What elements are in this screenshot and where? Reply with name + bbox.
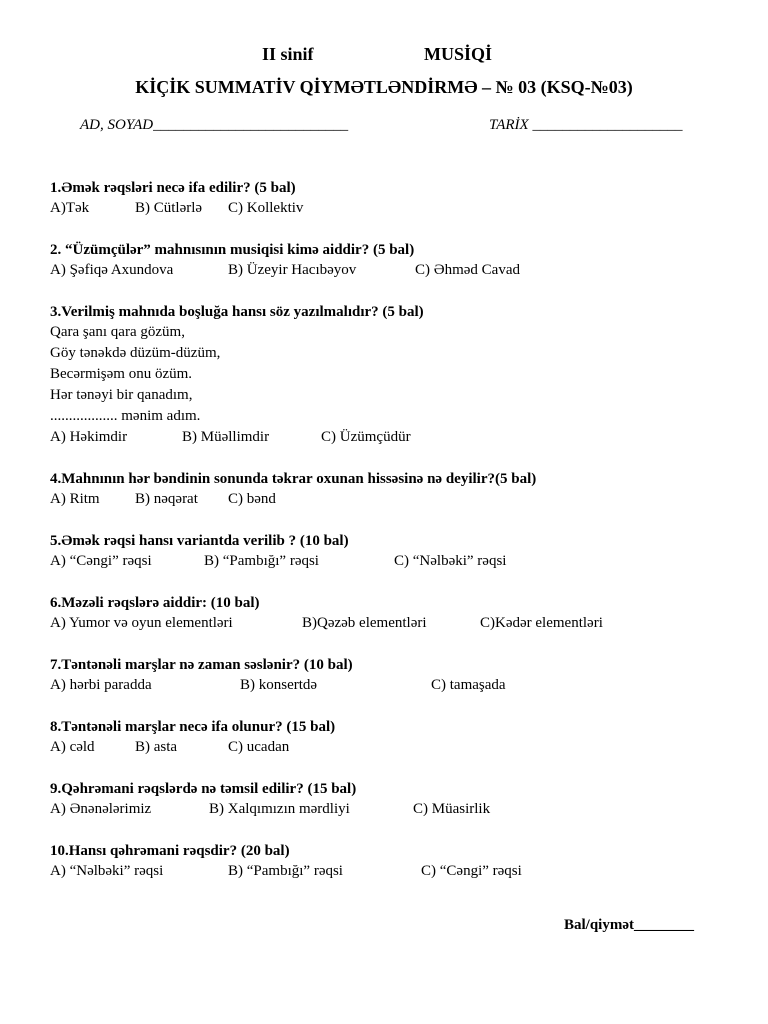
options-row xyxy=(50,799,740,820)
options-row xyxy=(50,737,740,758)
question-9 xyxy=(50,779,740,820)
option-a: A) Şəfiqə Axundova xyxy=(50,262,174,278)
grade-label: II sinif xyxy=(262,44,314,64)
question-10 xyxy=(50,841,740,882)
question-title: 2. “Üzümçülər” mahnısının musiqisi kimə aiddir? (5 bal) xyxy=(50,242,415,258)
lyric-line: Hər tənəyi bir qanadım, xyxy=(50,387,193,403)
options-row xyxy=(50,427,740,448)
options-row xyxy=(50,198,740,219)
option-b: B) Cütlərlə xyxy=(135,200,203,216)
option-b: B)Qəzəb elementləri xyxy=(302,615,427,631)
question-title: 7.Təntənəli marşlar nə zaman səslənir? (10 bal) xyxy=(50,657,353,673)
score-field-label: Bal/qiymət________ xyxy=(564,917,694,933)
option-b: B) nəqərat xyxy=(135,491,198,507)
option-c: C)Kədər elementləri xyxy=(480,615,603,631)
option-b: B) konsertdə xyxy=(240,677,318,693)
option-a: A) Həkimdir xyxy=(50,429,128,445)
lyric-line: Becərmişəm onu özüm. xyxy=(50,366,193,382)
question-7 xyxy=(50,655,740,696)
options-row xyxy=(50,551,740,572)
option-a: A) “Nəlbəki” rəqsi xyxy=(50,863,164,879)
lyric-line-blank: .................. mənim adım. xyxy=(50,408,201,424)
question-title: 5.Əmək rəqsi hansı variantda verilib ? (10 bal) xyxy=(50,533,349,549)
questions-list xyxy=(50,178,740,903)
question-title: 1.Əmək rəqsləri necə ifa edilir? (5 bal) xyxy=(50,180,296,196)
option-b: B) Üzeyir Hacıbəyov xyxy=(228,262,357,278)
question-title: 10.Hansı qəhrəmani rəqsdir? (20 bal) xyxy=(50,843,290,859)
question-title: 6.Məzəli rəqslərə aiddir: (10 bal) xyxy=(50,595,260,611)
options-row xyxy=(50,675,740,696)
option-c: C) Kollektiv xyxy=(228,200,304,216)
option-a: A) cəld xyxy=(50,739,95,755)
name-field-label: AD, SOYAD__________________________ xyxy=(80,117,349,133)
option-c: C) “Nəlbəki” rəqsi xyxy=(394,553,507,569)
options-row xyxy=(50,489,740,510)
title-text: KİÇİK SUMMATİV QİYMƏTLƏNDİRMƏ – № 03 (KSQ-№03) xyxy=(135,77,633,97)
question-4 xyxy=(50,469,740,510)
option-b: B) Müəllimdir xyxy=(182,429,270,445)
option-c: C) bənd xyxy=(228,491,276,507)
option-b: B) asta xyxy=(135,739,178,755)
student-meta xyxy=(0,117,768,137)
header-line xyxy=(0,44,768,66)
option-c: C) Üzümçüdür xyxy=(321,429,411,445)
option-c: C) Müasirlik xyxy=(413,801,491,817)
option-a: A)Tək xyxy=(50,200,90,216)
option-c: C) tamaşada xyxy=(431,677,506,693)
date-field-label: TARİX ____________________ xyxy=(489,117,683,133)
question-title: 4.Mahnının hər bəndinin sonunda təkrar oxunan hissəsinə nə deyilir?(5 bal) xyxy=(50,471,537,487)
options-row xyxy=(50,260,740,281)
question-title: 3.Verilmiş mahnıda boşluğa hansı söz yazılmalıdır? (5 bal) xyxy=(50,304,424,320)
question-title: 8.Təntənəli marşlar necə ifa olunur? (15 bal) xyxy=(50,719,336,735)
question-1 xyxy=(50,178,740,219)
lyric-line: Qara şanı qara gözüm, xyxy=(50,324,185,340)
option-c: C) “Cəngi” rəqsi xyxy=(421,863,522,879)
question-8 xyxy=(50,717,740,758)
option-b: B) Xalqımızın mərdliyi xyxy=(209,801,350,817)
document-title xyxy=(0,77,768,98)
question-title: 9.Qəhrəmani rəqslərdə nə təmsil edilir? (15 bal) xyxy=(50,781,357,797)
option-b: B) “Pambığı” rəqsi xyxy=(204,553,319,569)
question-6 xyxy=(50,593,740,634)
option-a: A) hərbi paradda xyxy=(50,677,152,693)
option-a: A) “Cəngi” rəqsi xyxy=(50,553,152,569)
question-5 xyxy=(50,531,740,572)
option-c: C) Əhməd Cavad xyxy=(415,262,520,278)
question-2 xyxy=(50,240,740,281)
option-a: A) Ritm xyxy=(50,491,100,507)
option-c: C) ucadan xyxy=(228,739,290,755)
option-b: B) “Pambığı” rəqsi xyxy=(228,863,343,879)
question-3 xyxy=(50,302,740,448)
options-row xyxy=(50,613,740,634)
subject-label: MUSİQİ xyxy=(424,44,493,64)
lyric-line: Göy tənəkdə düzüm-düzüm, xyxy=(50,345,221,361)
options-row xyxy=(50,861,740,882)
option-a: A) Ənənələrimiz xyxy=(50,801,152,817)
option-a: A) Yumor və oyun elementləri xyxy=(50,615,233,631)
